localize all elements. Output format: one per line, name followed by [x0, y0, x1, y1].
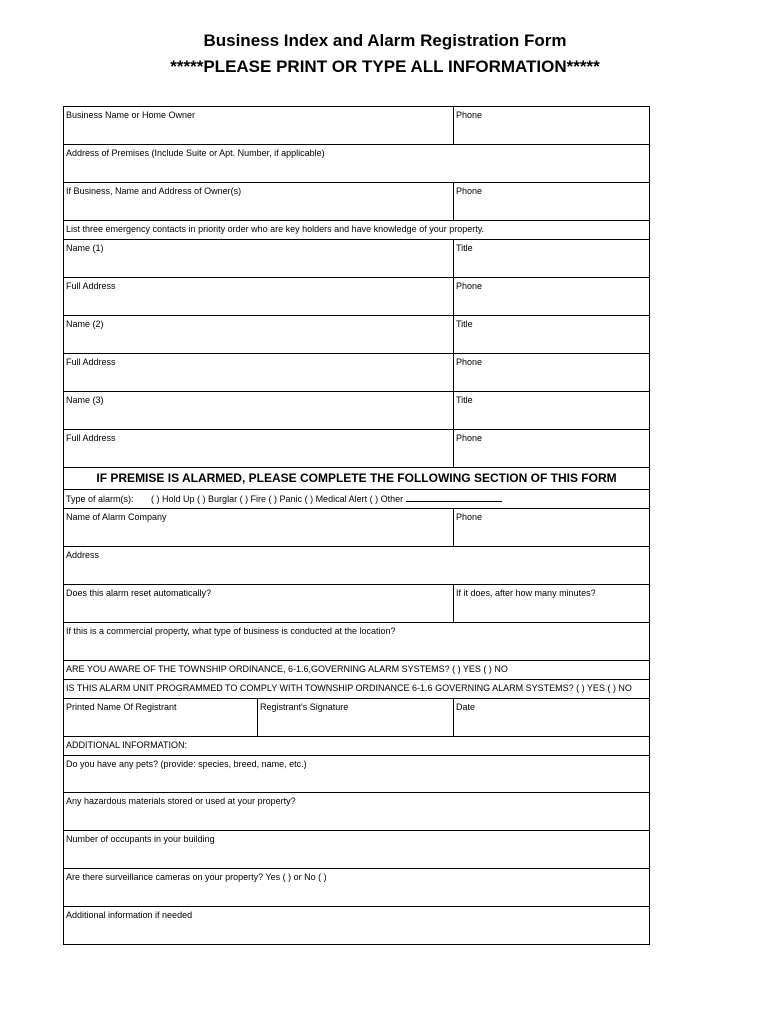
alarm-address-field[interactable]	[64, 547, 650, 585]
contact3-phone-label: Phone	[456, 433, 483, 443]
contact1-name-field[interactable]	[64, 240, 454, 278]
premises-address-field[interactable]	[64, 145, 650, 183]
contact2-name-field[interactable]	[64, 316, 454, 354]
contact2-address-field[interactable]	[64, 354, 454, 392]
premises-address-label: Address of Premises (Include Suite or Apt. Number, if applicable)	[66, 148, 325, 158]
owner-phone-label: Phone	[456, 186, 483, 196]
alarm-reset-field[interactable]	[64, 585, 454, 623]
contact1-title-label: Title	[456, 243, 473, 253]
contact3-address-label: Full Address	[66, 433, 116, 443]
printed-name-field[interactable]	[64, 699, 258, 737]
contacts-instructions: List three emergency contacts in priority order who are key holders and have knowledge of your property.	[64, 221, 650, 240]
alarm-address-label: Address	[66, 550, 100, 560]
cameras-label: Are there surveillance cameras on your property? Yes ( ) or No ( )	[66, 872, 327, 882]
alarm-type-options[interactable]: ( ) Hold Up ( ) Burglar ( ) Fire ( ) Panic ( ) Medical Alert ( ) Other	[151, 494, 404, 504]
alarm-company-label: Name of Alarm Company	[66, 512, 167, 522]
hazardous-field[interactable]	[64, 793, 650, 831]
additional-info-field[interactable]	[64, 907, 650, 945]
contact2-title-label: Title	[456, 319, 473, 329]
form-title: Business Index and Alarm Registration Form	[203, 31, 567, 50]
contact2-phone-field[interactable]	[454, 354, 650, 392]
contact3-title-field[interactable]	[454, 392, 650, 430]
other-type-line[interactable]	[406, 493, 502, 502]
phone-label: Phone	[456, 110, 483, 120]
registration-form	[63, 106, 650, 945]
owner-phone-field[interactable]	[454, 183, 650, 221]
occupants-field[interactable]	[64, 831, 650, 869]
contact1-phone-label: Phone	[456, 281, 483, 291]
cameras-field[interactable]	[64, 869, 650, 907]
ordinance-comply-row[interactable]: IS THIS ALARM UNIT PROGRAMMED TO COMPLY WITH TOWNSHIP ORDINANCE 6-1.6 GOVERNING ALARM SYSTEMS? ( ) YES ( ) NO	[64, 680, 650, 699]
commercial-business-field[interactable]	[64, 623, 650, 661]
pets-field[interactable]	[64, 756, 650, 793]
printed-name-label: Printed Name Of Registrant	[66, 702, 177, 712]
business-name-field[interactable]	[64, 107, 454, 145]
contact1-name-label: Name (1)	[66, 243, 104, 253]
alarm-company-field[interactable]	[64, 509, 454, 547]
contact1-address-field[interactable]	[64, 278, 454, 316]
contact3-name-field[interactable]	[64, 392, 454, 430]
alarm-reset-minutes-label: If it does, after how many minutes?	[456, 588, 596, 598]
alarm-reset-label: Does this alarm reset automatically?	[66, 588, 212, 598]
ordinance-aware-row[interactable]: ARE YOU AWARE OF THE TOWNSHIP ORDINANCE, 6-1.6,GOVERNING ALARM SYSTEMS? ( ) YES ( ) NO	[64, 661, 650, 680]
contact2-address-label: Full Address	[66, 357, 116, 367]
contact2-phone-label: Phone	[456, 357, 483, 367]
contact1-phone-field[interactable]	[454, 278, 650, 316]
contact3-phone-field[interactable]	[454, 430, 650, 468]
occupants-label: Number of occupants in your building	[66, 834, 215, 844]
hazardous-label: Any hazardous materials stored or used at your property?	[66, 796, 296, 806]
contact2-name-label: Name (2)	[66, 319, 104, 329]
alarm-section-heading: IF PREMISE IS ALARMED, PLEASE COMPLETE THE FOLLOWING SECTION OF THIS FORM	[64, 468, 650, 490]
alarm-reset-minutes-field[interactable]	[454, 585, 650, 623]
date-field[interactable]	[454, 699, 650, 737]
additional-info-label: Additional information if needed	[66, 910, 193, 920]
phone-field[interactable]	[454, 107, 650, 145]
alarm-company-phone-field[interactable]	[454, 509, 650, 547]
business-name-label: Business Name or Home Owner	[66, 110, 196, 120]
signature-label: Registrant's Signature	[260, 702, 349, 712]
contact3-title-label: Title	[456, 395, 473, 405]
alarm-type-row[interactable]	[64, 490, 650, 509]
owner-name-address-label: If Business, Name and Address of Owner(s)	[66, 186, 242, 196]
owner-name-address-field[interactable]	[64, 183, 454, 221]
date-label: Date	[456, 702, 476, 712]
contact3-address-field[interactable]	[64, 430, 454, 468]
contact2-title-field[interactable]	[454, 316, 650, 354]
commercial-business-label: If this is a commercial property, what type of business is conducted at the location?	[66, 626, 396, 636]
signature-field[interactable]	[258, 699, 454, 737]
alarm-type-label: Type of alarm(s):	[66, 494, 134, 504]
additional-info-heading: ADDITIONAL INFORMATION:	[64, 737, 650, 756]
contact1-address-label: Full Address	[66, 281, 116, 291]
contact3-name-label: Name (3)	[66, 395, 104, 405]
form-subtitle: *****PLEASE PRINT OR TYPE ALL INFORMATION*****	[170, 57, 600, 76]
pets-label: Do you have any pets? (provide: species, breed, name, etc.)	[66, 759, 307, 769]
alarm-company-phone-label: Phone	[456, 512, 483, 522]
contact1-title-field[interactable]	[454, 240, 650, 278]
